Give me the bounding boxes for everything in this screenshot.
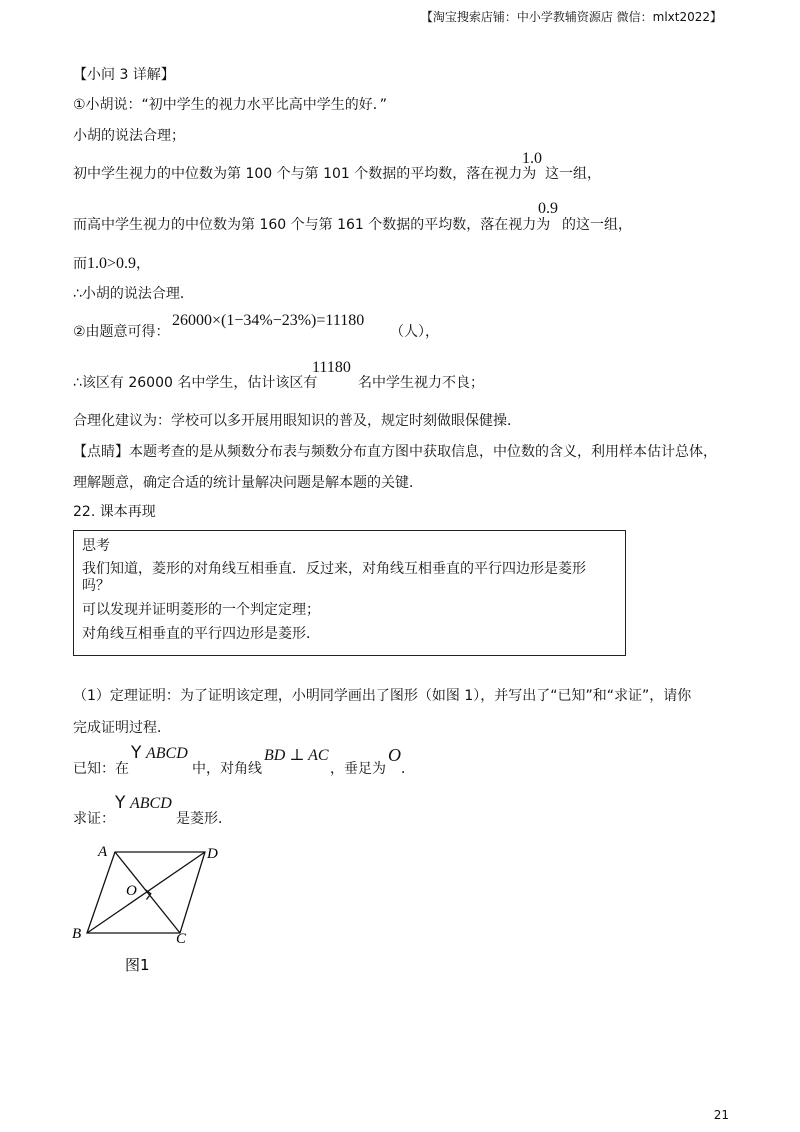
median-line-2-tail: 的这一组， [562, 217, 632, 233]
median-line-1-text: 初中学生视力的中位数为第 100 个与第 101 个数据的平均数，落在视力为 [73, 166, 537, 182]
parallelogram-diagram [70, 840, 250, 985]
task-line-1: （1）定理证明：为了证明该定理，小明同学画出了图形（如图 1），并写出了“已知”和“求证”，请你 [73, 688, 692, 704]
calc-unit: （人）， [390, 324, 439, 340]
median-line-2 [73, 216, 550, 234]
given-mid: 中，对角线 [192, 761, 262, 777]
estimate-tail: 名中学生视力不良； [358, 375, 484, 391]
comment-line-1: 【点睛】本题考查的是从频数分布表与频数分布直方图中获取信息，中位数的含义，利用样本估计总体， [73, 444, 717, 460]
thinking-line-2: 吗？ [82, 578, 110, 594]
thinking-box [73, 530, 626, 656]
suggestion-line: 合理化建议为：学校可以多开展用眼知识的普及，规定时刻做眼保健操． [73, 413, 521, 429]
task-line-2: 完成证明过程． [73, 720, 171, 736]
thinking-line-4: 对角线互相垂直的平行四边形是菱形． [82, 626, 320, 642]
prove-parallelogram-name: ABCD [130, 795, 172, 812]
prove-tail: 是菱形． [176, 811, 232, 827]
given-end: ． [401, 761, 415, 777]
parallelogram-name: ABCD [146, 745, 188, 762]
median-line-2-text: 而高中学生视力的中位数为第 160 个与第 161 个数据的平均数，落在视力为 [73, 217, 551, 233]
thinking-line-1: 我们知道，菱形的对角线互相垂直．反过来，对角线互相垂直的平行四边形是菱形 [82, 561, 586, 577]
thinking-heading: 思考 [82, 538, 110, 554]
label-b: B [72, 926, 82, 942]
given-expression: BD ⊥ AC [264, 747, 329, 764]
diagonal-bd [87, 852, 205, 933]
label-a: A [98, 844, 108, 860]
question-title: 22. 课本再现 [73, 504, 156, 520]
quote-line: ①小胡说：“初中学生的视力水平比高中学生的好．” [73, 97, 388, 113]
given-after: ，垂足为 [330, 761, 386, 777]
label-c: C [176, 931, 187, 947]
compare-tail: ， [136, 256, 151, 272]
label-d: D [207, 846, 218, 862]
compare-expr: 1.0>0.9 [87, 255, 137, 272]
estimate-value: 11180 [312, 359, 351, 376]
median-value-1: 1.0 [522, 150, 542, 167]
median-line-1 [73, 165, 536, 183]
calc-expression: 26000×(1−34%−23%)=11180 [172, 312, 365, 329]
estimate-prefix: ∴该区有 26000 名中学生，估计该区有 [73, 375, 318, 391]
page-header: 【淘宝搜索店铺：中小学教辅资源店 微信：mlxt2022】 [420, 10, 722, 24]
prove-prefix: 求证： [73, 811, 115, 827]
section-title: 【小问 3 详解】 [73, 67, 175, 83]
median-value-2: 0.9 [538, 200, 558, 217]
foot-point: O [388, 745, 401, 765]
compare-prefix: 而 [73, 256, 87, 272]
diagonal-ac [115, 852, 180, 933]
label-o: O [126, 883, 137, 899]
conclusion-line: ∴小胡的说法合理． [73, 286, 194, 302]
prove-parallelogram-symbol: Y [115, 793, 126, 813]
parallelogram-symbol: Y [131, 743, 142, 763]
thinking-line-3: 可以发现并证明菱形的一个判定定理； [82, 602, 320, 618]
median-line-1-tail: 这一组， [545, 166, 601, 182]
page-number: 21 [713, 1108, 729, 1122]
figure-caption: 图1 [125, 956, 150, 974]
given-prefix: 已知：在 [73, 761, 129, 777]
calc-prefix: ②由题意可得： [73, 324, 170, 340]
comment-line-2: 理解题意，确定合适的统计量解决问题是解本题的关键． [73, 475, 423, 491]
compare-line [73, 255, 150, 273]
figure-1 [70, 840, 250, 989]
verdict-line: 小胡的说法合理； [73, 128, 185, 144]
